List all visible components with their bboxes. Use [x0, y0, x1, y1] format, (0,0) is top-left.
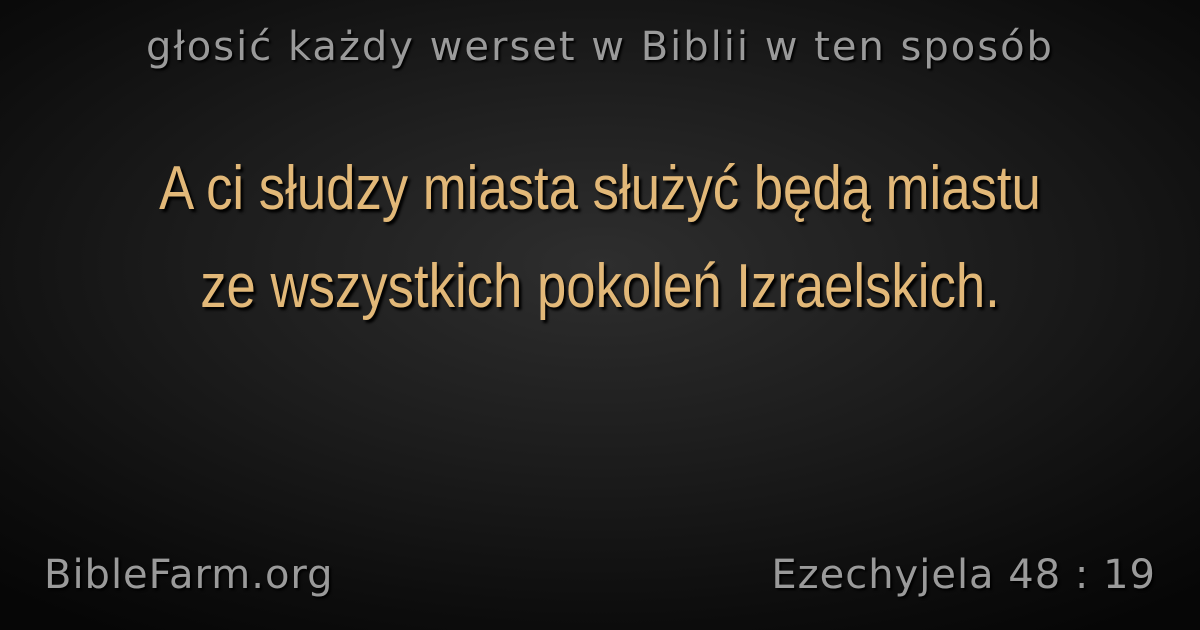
tagline: głosić każdy werset w Biblii w ten sposób — [146, 24, 1054, 70]
verse-reference: Ezechyjela 48 : 19 — [771, 552, 1156, 598]
verse-text: A ci słudzy miasta służyć będą miastu ze wszystkich pokoleń Izraelskich. — [159, 154, 1041, 321]
site-name: BibleFarm.org — [44, 552, 334, 598]
